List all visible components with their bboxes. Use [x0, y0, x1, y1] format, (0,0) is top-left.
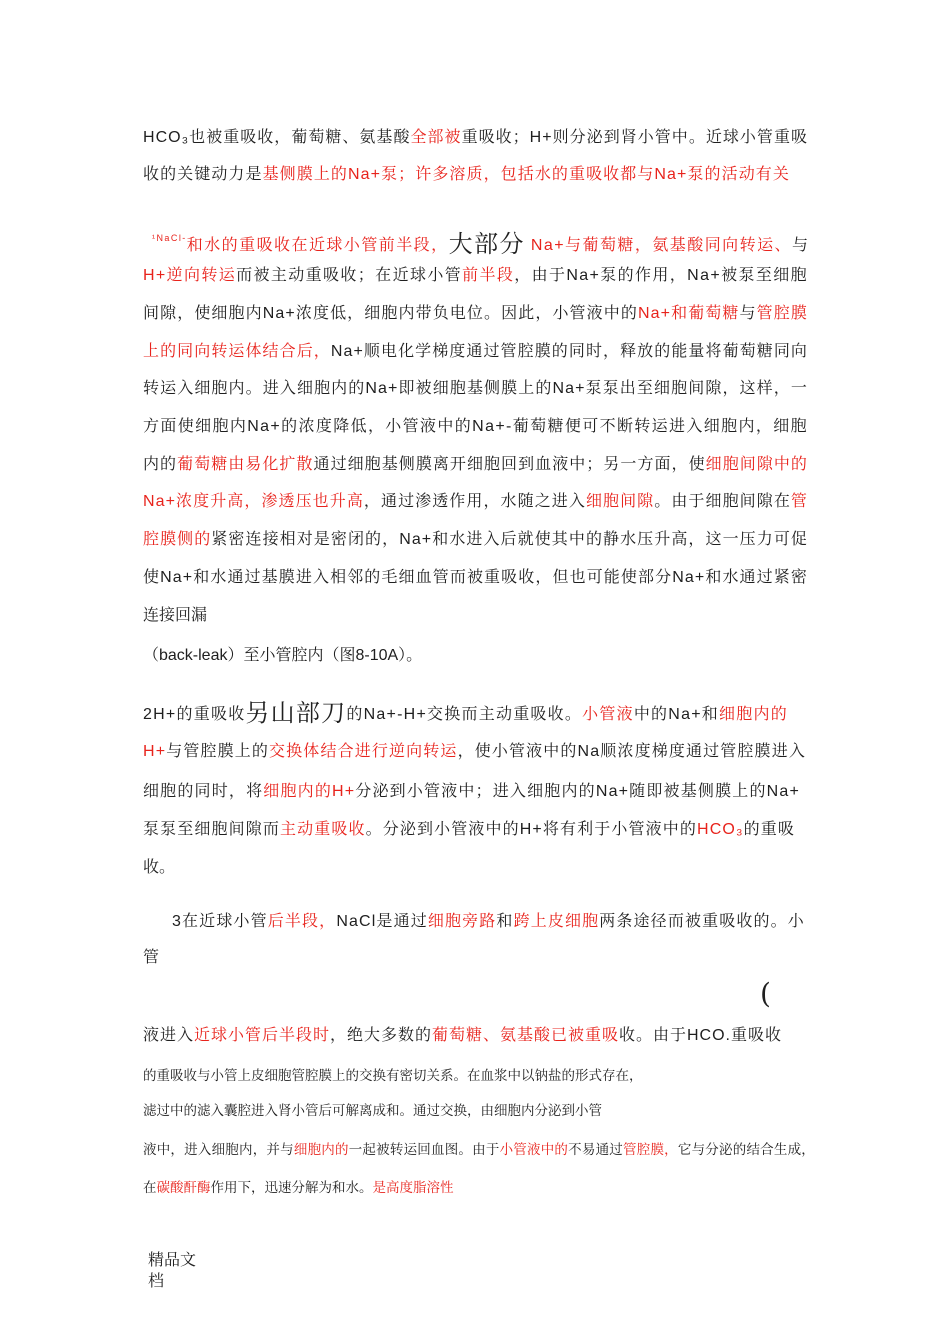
footer-label-line1: 精品文 — [148, 1252, 197, 1269]
red-highlight-text: 小管液中的 — [499, 1142, 569, 1157]
text-line — [143, 1067, 643, 1085]
text-line — [143, 529, 808, 551]
text-run: 的Na+-H+交换而主动重吸收。 — [346, 706, 583, 723]
red-highlight-text: 跨上皮细胞 — [513, 913, 600, 930]
text-line — [143, 341, 808, 363]
text-run: 的重吸 — [743, 821, 795, 838]
text-run: 管 — [143, 949, 160, 966]
text-line — [172, 911, 805, 933]
text-run: 连接回漏 — [143, 607, 208, 624]
red-highlight-text: 细胞内的 — [719, 706, 788, 723]
red-highlight-text: 基侧膜上的Na+泵；许多溶质，包括水的重吸收都与Na+泵的活动有关 — [262, 166, 790, 183]
text-line — [143, 781, 800, 803]
large-text-run: 另山部刀 — [245, 700, 347, 727]
text-run: NaCl是通过 — [336, 913, 428, 930]
text-line — [143, 265, 808, 287]
text-run: 泵泵至细胞间隙而 — [143, 821, 280, 838]
red-highlight-text: 交换体结合进行逆向转运 — [269, 743, 458, 760]
text-line — [143, 378, 808, 400]
text-line — [143, 567, 808, 589]
text-run: 细胞的同时，将 — [143, 783, 264, 800]
text-run: 分泌到小管液中；进入细胞内的Na+随即被基侧膜上的Na+ — [355, 783, 800, 800]
text-run: 重吸收；H+则分泌到肾小管中。近球小管重吸 — [461, 129, 808, 146]
red-highlight-text: 是高度脂溶性 — [372, 1180, 454, 1195]
text-run: 通过细胞基侧膜离开细胞回到血液中；另一方面，使 — [313, 456, 706, 473]
text-run: 与 — [792, 237, 810, 254]
text-run: 的重吸收与小管上皮细胞管腔膜上的交换有密切关系。在血浆中以钠盐的形式存在， — [143, 1068, 643, 1083]
footer-label-line2: 档 — [148, 1273, 165, 1290]
red-highlight-text: Na+和葡萄糖 — [637, 305, 740, 322]
red-highlight-text: 细胞内的 — [293, 1142, 349, 1157]
text-run: 而被主动重吸收；在近球小管 — [236, 267, 463, 284]
red-highlight-text: 前半段 — [462, 267, 515, 284]
superscript-note: ¹NaCl- — [152, 233, 187, 243]
text-line — [143, 947, 159, 969]
text-run: 液中，进入细胞内，并与 — [143, 1142, 294, 1157]
red-highlight-text: 全部被 — [410, 129, 462, 146]
text-run: 收。由于HCO.重吸收 — [618, 1027, 782, 1044]
text-line — [143, 303, 808, 325]
large-text-run: 大部分 — [448, 231, 525, 258]
red-highlight-text: HCO₃ — [697, 821, 744, 838]
text-run: 。由于细胞间隙在 — [654, 493, 791, 510]
red-highlight-text: 细胞间隙中的 — [705, 456, 808, 473]
text-run: 一起被转运回血图。由于 — [348, 1142, 500, 1157]
text-run: ，通过渗透作用，水随之进入 — [363, 493, 586, 510]
red-highlight-text: 细胞旁路 — [427, 913, 497, 930]
red-highlight-text: 小管液 — [582, 706, 634, 723]
text-line — [143, 164, 790, 186]
text-run: 与管腔膜上的 — [166, 743, 270, 760]
text-run: 收。 — [143, 859, 176, 876]
red-highlight-text: 和水的重吸收在近球小管前半段， — [186, 237, 449, 254]
red-highlight-text: H+逆向转运 — [143, 267, 237, 284]
text-run: ，使小管液中的Na顺浓度梯度通过管腔膜进入 — [457, 743, 806, 760]
stray-parenthesis: ( — [760, 977, 771, 1010]
text-run: 3在近球小管 — [172, 913, 268, 930]
red-highlight-text: 腔膜侧的 — [143, 531, 212, 548]
text-run: 滤过中的滤入囊腔进入肾小管后可解离成和。通过交换，由细胞内分泌到小管 — [143, 1103, 602, 1118]
text-run: 和 — [496, 913, 514, 930]
text-run: 2H+的重吸收 — [143, 706, 246, 723]
text-line — [143, 857, 175, 879]
text-run: 间隙，使细胞内Na+浓度低，细胞内带负电位。因此，小管液中的 — [143, 305, 638, 322]
text-line — [152, 223, 808, 261]
text-line — [143, 819, 795, 841]
red-highlight-text: 管 — [790, 493, 808, 510]
text-run: Na+顺电化学梯度通过管腔膜的同时，释放的能量将葡萄糖同向 — [330, 343, 808, 360]
text-run: （back-leak）至小管腔内（图8-10A）。 — [143, 647, 423, 664]
red-highlight-text: 管腔膜， — [623, 1142, 678, 1157]
red-highlight-text: H+ — [143, 743, 167, 760]
text-line — [143, 645, 422, 667]
red-highlight-text: 细胞内的H+ — [263, 783, 356, 800]
text-run: 两条途径而被重吸收的。小 — [599, 913, 805, 930]
red-highlight-text: 细胞间隙 — [585, 493, 655, 510]
text-line — [143, 127, 808, 149]
red-highlight-text: 葡萄糖由易化扩散 — [177, 456, 314, 473]
text-run: 方面使细胞内Na+的浓度降低，小管液中的Na+-葡萄糖便可不断转运进入细胞内，细胞 — [143, 418, 808, 435]
text-run: 它与分泌的结合生成， — [677, 1142, 816, 1157]
red-highlight-text: Na+与葡萄糖，氨基酸同向转运、 — [524, 237, 792, 254]
red-highlight-text: 管腔膜 — [756, 305, 808, 322]
text-line — [143, 1102, 602, 1120]
text-line — [143, 1141, 815, 1159]
text-run: 内的 — [143, 456, 178, 473]
text-run: 转运入细胞内。进入细胞内的Na+即被细胞基侧膜上的Na+泵泵出至细胞间隙，这样，一 — [143, 380, 808, 397]
red-highlight-text: 后半段， — [267, 913, 337, 930]
red-highlight-text: 碳酸酐酶 — [156, 1180, 211, 1195]
text-run: 在 — [143, 1180, 157, 1195]
red-highlight-text: 葡萄糖、氨基酸已被重吸 — [431, 1027, 619, 1044]
text-line — [143, 1025, 782, 1047]
text-line — [143, 1179, 454, 1197]
text-run: ，绝大多数的 — [329, 1027, 432, 1044]
text-run: HCO₃也被重吸收，葡萄糖、氨基酸 — [143, 129, 411, 146]
text-run: 使Na+和水通过基膜进入相邻的毛细血管而被重吸收，但也可能使部分Na+和水通过紧密 — [143, 569, 808, 586]
text-run: 液进入 — [143, 1027, 194, 1044]
text-run: 中的Na+和 — [633, 706, 720, 723]
text-run: 。分泌到小管液中的H+将有利于小管液中的 — [365, 821, 698, 838]
text-line — [143, 491, 808, 513]
red-highlight-text: 主动重吸收 — [280, 821, 366, 838]
text-line — [143, 741, 806, 763]
red-highlight-text: Na+浓度升高，渗透压也升高 — [143, 493, 364, 510]
red-highlight-text: 近球小管后半段时 — [194, 1027, 330, 1044]
text-run: 不易通过 — [568, 1142, 624, 1157]
text-line — [143, 416, 808, 438]
text-run: 作用下，迅速分解为和水。 — [210, 1180, 373, 1195]
text-line — [143, 605, 207, 627]
text-run: ，由于Na+泵的作用，Na+被泵至细胞 — [514, 267, 808, 284]
text-line — [143, 454, 808, 476]
red-highlight-text: 上的同向转运体结合后， — [143, 343, 331, 360]
text-line — [143, 699, 788, 730]
text-run: 收的关键动力是 — [143, 166, 263, 183]
text-run: 紧密连接相对是密闭的，Na+和水进入后就使其中的静水压升高，这一压力可促 — [211, 531, 808, 548]
text-run: 与 — [739, 305, 757, 322]
